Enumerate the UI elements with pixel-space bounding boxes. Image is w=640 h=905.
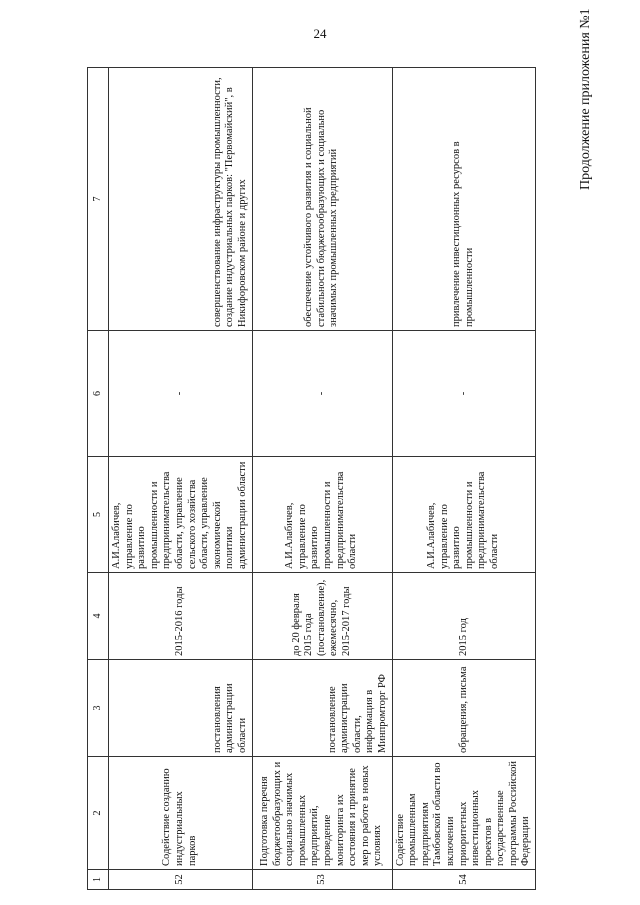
term-cell: до 20 февраля 2015 года (постановление), ежемесячно, 2015-2017 годы [252, 573, 392, 660]
measure-cell: Подготовка перечня бюджетообразующих и социально значимых промышленных предприятий, проведение мониторинга их состояния и принятие мер по работе в новых условиях [252, 757, 392, 870]
page-caption: Продолжение приложения №1 [578, 8, 593, 190]
row-number: 52 [109, 870, 253, 890]
table-row [252, 68, 392, 890]
responsible-cell: А.И.Алабичев, управление по развитию промышленности и предпринимательства области, управление сельского хозяйства области, управление экономической политики администрации области [109, 457, 253, 573]
document-cell: обращения, письма [392, 660, 536, 757]
funding-cell: - [392, 331, 536, 457]
table-row [109, 68, 253, 890]
column-number: 2 [88, 757, 109, 870]
measure-cell: Содействие промышленным предприятиям Тамбовской области во включении приоритетных инвестиционных проектов в государственные программы Российской Федерации [392, 757, 536, 870]
term-cell: 2015 год [392, 573, 536, 660]
column-number: 1 [88, 870, 109, 890]
column-number: 3 [88, 660, 109, 757]
responsible-cell: А.И.Алабичев, управление по развитию промышленности и предпринимательства области [392, 457, 536, 573]
row-number: 53 [252, 870, 392, 890]
column-numbers-row [88, 68, 109, 890]
funding-cell: - [252, 331, 392, 457]
measures-table [87, 67, 536, 890]
measure-cell: Содействие созданию индустриальных парков [109, 757, 253, 870]
document-cell: постановления администрации области [109, 660, 253, 757]
result-cell: совершенствование инфраструктуры промышленности, создание индустриальных парков: "Первомайский", в Никифоровском районе и других [109, 68, 253, 331]
row-number: 54 [392, 870, 536, 890]
document-cell: постановление администрации области, информация в Минпромторг РФ [252, 660, 392, 757]
table-row [392, 68, 536, 890]
term-cell: 2015-2016 годы [109, 573, 253, 660]
page-number: 24 [313, 26, 327, 41]
column-number: 6 [88, 331, 109, 457]
column-number: 7 [88, 68, 109, 331]
result-cell: привлечение инвестиционных ресурсов в промышленности [392, 68, 536, 331]
column-number: 5 [88, 457, 109, 573]
responsible-cell: А.И.Алабичев, управление по развитию промышленности и предпринимательства области [252, 457, 392, 573]
result-cell: обеспечение устойчивого развития и социальной стабильности бюджетообразующих и социально значимых промышленных предприятий [252, 68, 392, 331]
column-number: 4 [88, 573, 109, 660]
funding-cell: - [109, 331, 253, 457]
